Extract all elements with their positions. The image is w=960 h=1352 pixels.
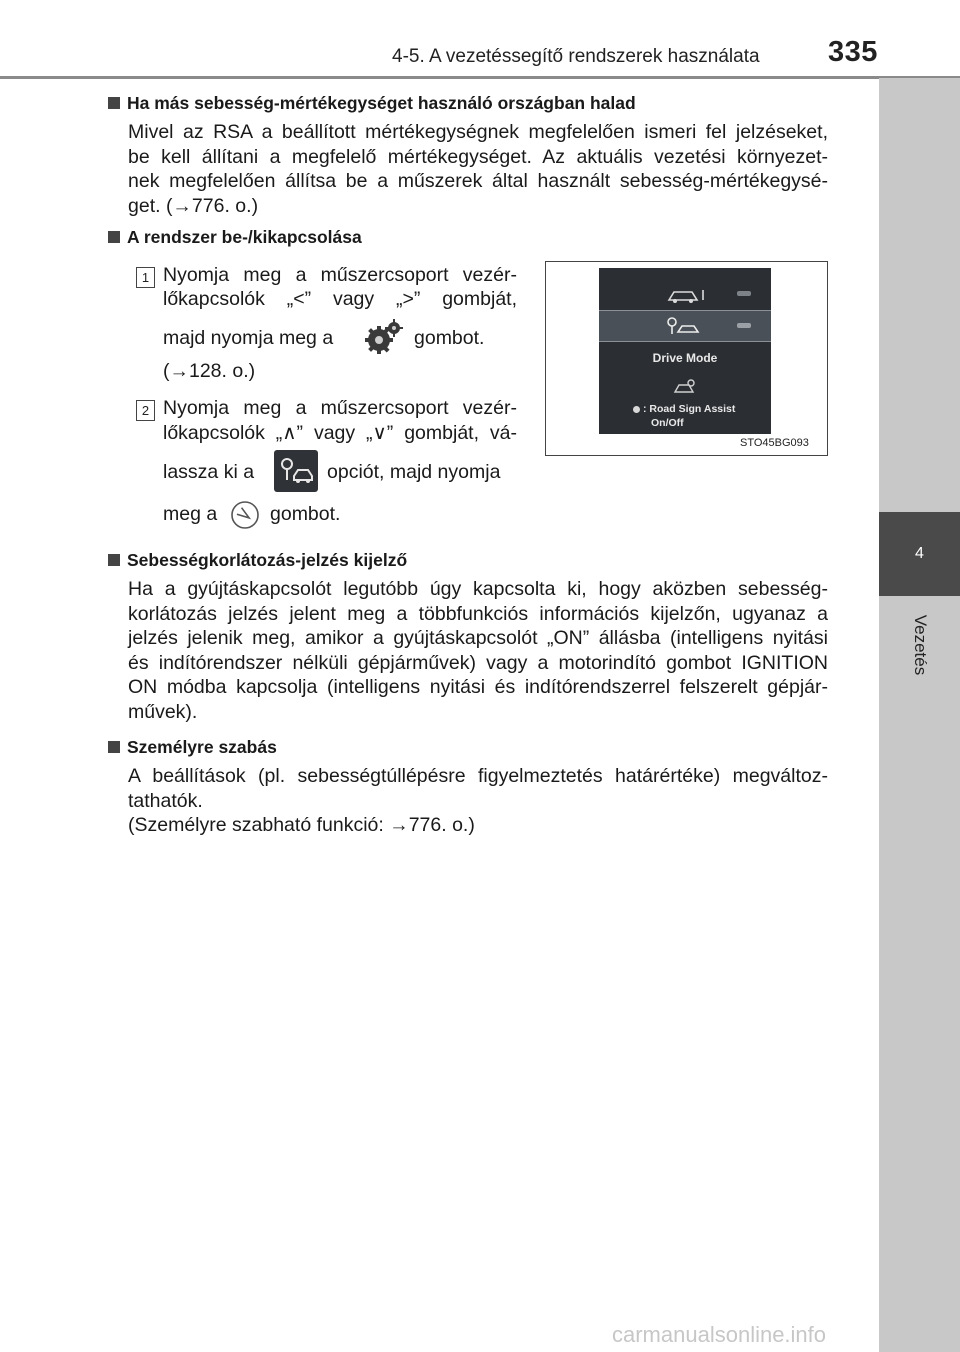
menu-row-rsa-onoff: [599, 402, 771, 432]
step1-line3b: gombot.: [414, 327, 485, 349]
section-heading-onoff: [108, 227, 362, 248]
figure-display: [545, 261, 828, 456]
step2-line4a: meg a: [163, 503, 218, 525]
side-bar: [879, 78, 960, 1352]
road-sign-assist-icon: [274, 450, 318, 497]
step-number-2: 2: [136, 400, 155, 421]
menu-row-settings: [599, 374, 771, 400]
square-bullet-icon: [108, 554, 120, 566]
section-heading-speed-limit-display: [108, 550, 407, 571]
paragraph-line: (Személyre szabható funkció: →776. o.): [128, 814, 475, 836]
chapter-tab-number: 4: [879, 512, 960, 596]
section-heading-text: Ha más sebesség-mértékegységet használó országban halad: [127, 93, 636, 113]
step2-line3a: lassza ki a: [163, 461, 255, 483]
paragraph-speed-limit-display: [128, 577, 828, 724]
page-number: 335: [828, 36, 878, 68]
step2-line1: Nyomja meg a műszercsoport vezér-: [163, 397, 517, 419]
paragraph-line: Mivel az RSA a beállított mértékegységnek megfelelően ismeri fel jelzéseket,: [128, 121, 828, 143]
chapter-tab-label: [879, 605, 960, 685]
step1-line1: Nyomja meg a műszercsoport vezér-: [163, 264, 517, 286]
step-number-1: 1: [136, 267, 155, 288]
step1-line4: (→128. o.): [163, 360, 256, 382]
gear-icon: [363, 318, 405, 363]
header-title: 4-5. A vezetéssegítő rendszerek használata: [392, 46, 760, 67]
square-bullet-icon: [108, 741, 120, 753]
paragraph-line: be kell állítani a megfelelő mértékegységet. Az aktuális vezetési környezet-: [128, 145, 828, 168]
enter-button-icon: [229, 500, 261, 535]
figure-caption: STO45BG093: [740, 437, 809, 449]
step2-line2: lőkapcsolók „∧” vagy „∨” gombját, vá-: [163, 422, 517, 444]
paragraph-line: korlátozás jelzés jelent meg a többfunkciós információs kijelzőn, ugyanaz a: [128, 602, 828, 625]
paragraph-line: tathatók.: [128, 789, 203, 812]
square-bullet-icon: [108, 231, 120, 243]
step2-line4b: gombot.: [270, 503, 341, 525]
paragraph-line: A beállítások (pl. sebességtúllépésre figyelmeztetés határértéke) megváltoz-: [128, 765, 828, 787]
rsa-label-line1: : Road Sign Assist: [643, 403, 736, 415]
watermark: carmanualsonline.info: [612, 1322, 827, 1347]
step1-line3a: majd nyomja meg a: [163, 327, 334, 349]
section-heading-customization: [108, 737, 277, 758]
paragraph-units: [128, 120, 828, 218]
paragraph-line: jelzés jelenik meg, amikor a gyújtáskapcsolót „ON” állásba (intelligens nyitási: [128, 627, 828, 649]
paragraph-customization: [128, 764, 828, 838]
paragraph-line: get. (→776. o.): [128, 194, 259, 217]
section-heading-text: Sebességkorlátozás-jelzés kijelző: [127, 550, 408, 570]
square-bullet-icon: [108, 97, 120, 109]
rsa-label-line2: On/Off: [651, 417, 684, 429]
menu-row-vehicle-settings: [599, 280, 771, 308]
step2-line3b: opciót, majd nyomja: [327, 461, 501, 483]
menu-row-road-sign-assist: [599, 310, 771, 342]
paragraph-line: művek).: [128, 700, 198, 723]
section-heading-text: Személyre szabás: [127, 737, 277, 757]
display-screen: [599, 268, 771, 434]
selector-dot-icon: [633, 406, 640, 413]
chapter-tab-label-text: Vezetés: [910, 614, 930, 676]
section-heading-units: [108, 93, 636, 114]
menu-row-drive-mode: Drive Mode: [652, 351, 718, 365]
paragraph-line: és indítórendszer nélküli gépjárművek) vagy a motorindító gombot IGNITION: [128, 651, 828, 674]
header-divider: [0, 76, 960, 79]
step1-line2: lőkapcsolók „<” vagy „>” gombját,: [163, 288, 517, 310]
section-heading-text: A rendszer be-/kikapcsolása: [127, 227, 362, 247]
paragraph-line: nek megfelelően állítsa be a műszerek által használt sebesség-mértékegysé-: [128, 170, 828, 192]
paragraph-line: Ha a gyújtáskapcsolót legutóbb úgy kapcsolta ki, hogy aközben sebesség-: [128, 578, 828, 600]
paragraph-line: ON módba kapcsolja (intelligens nyitási és indítórendszerrel felszerelt gépjár-: [128, 676, 828, 698]
